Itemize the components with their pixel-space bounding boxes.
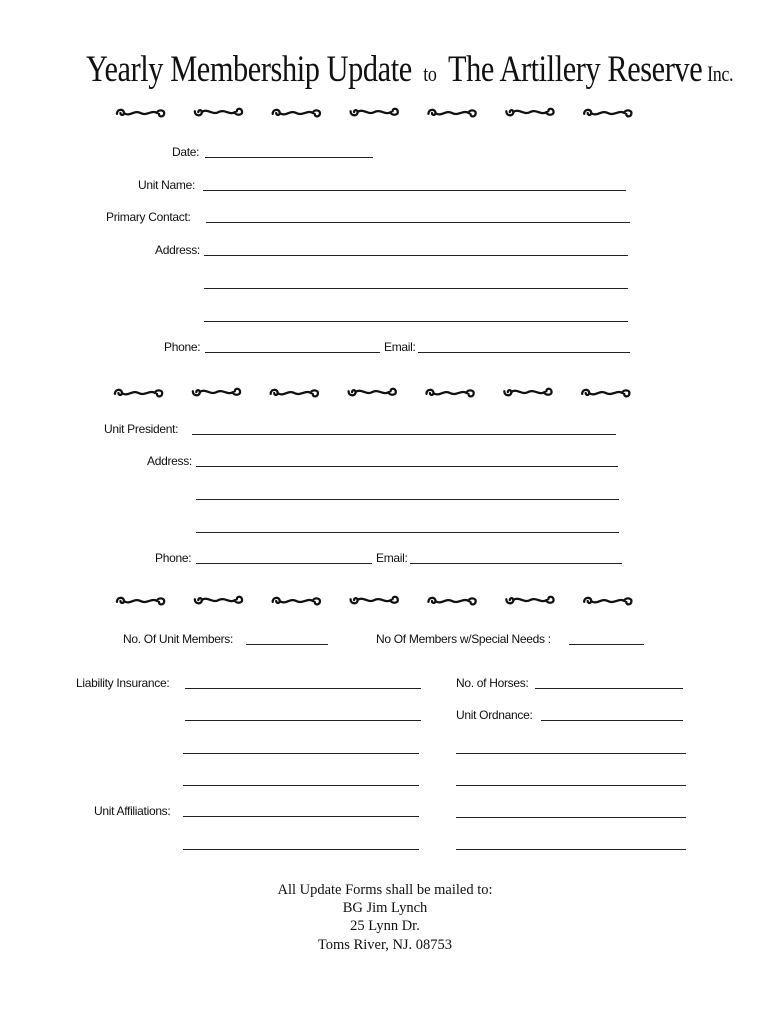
title-main: Yearly Membership Update: [86, 49, 412, 90]
ornament-divider-2: [73, 386, 688, 400]
president-address-line3[interactable]: [196, 532, 619, 533]
affiliations-field[interactable]: [183, 816, 419, 817]
affiliations-line2[interactable]: [183, 849, 419, 850]
ornament-divider-1: [75, 106, 690, 120]
president-phone-label: Phone:: [155, 551, 192, 565]
special-needs-field[interactable]: [569, 644, 644, 645]
liability-insurance-line4[interactable]: [183, 785, 419, 786]
unit-members-field[interactable]: [246, 644, 328, 645]
date-field[interactable]: [205, 157, 373, 158]
unit-president-label: Unit President:: [104, 422, 179, 436]
email-field[interactable]: [418, 352, 630, 353]
mailing-street: 25 Lynn Dr.: [350, 918, 420, 934]
ordnance-line5[interactable]: [456, 849, 686, 850]
president-phone-field[interactable]: [196, 563, 372, 564]
title-org: The Artillery Reserve: [448, 49, 703, 90]
email-label: Email:: [384, 340, 416, 354]
ordnance-line4[interactable]: [456, 817, 686, 818]
liability-insurance-line3[interactable]: [183, 753, 419, 754]
address-field-line2[interactable]: [204, 288, 628, 289]
unit-president-field[interactable]: [192, 434, 616, 435]
mailing-instructions: All Update Forms shall be mailed to:: [277, 882, 493, 898]
unit-name-label: Unit Name:: [138, 178, 196, 192]
mailing-city: Toms River, NJ. 08753: [317, 937, 453, 953]
ordnance-label: Unit Ordnance:: [456, 708, 533, 722]
liability-insurance-label: Liability Insurance:: [76, 676, 170, 690]
horses-label: No. of Horses:: [456, 676, 529, 690]
ordnance-line3[interactable]: [456, 785, 686, 786]
president-email-field[interactable]: [410, 563, 622, 564]
title-inc: Inc.: [707, 61, 734, 86]
primary-contact-field[interactable]: [206, 222, 630, 223]
ordnance-line2[interactable]: [456, 753, 686, 754]
ordnance-field[interactable]: [541, 720, 683, 721]
address-label: Address:: [155, 243, 200, 257]
mailing-name: BG Jim Lynch: [342, 900, 428, 916]
special-needs-label: No Of Members w/Special Needs :: [376, 632, 551, 646]
unit-name-field[interactable]: [203, 190, 626, 191]
president-email-label: Email:: [376, 551, 408, 565]
page-title: [86, 48, 733, 92]
date-label: Date:: [172, 145, 200, 159]
president-address-line1[interactable]: [196, 466, 618, 467]
primary-contact-label: Primary Contact:: [106, 210, 191, 224]
liability-insurance-line1[interactable]: [185, 688, 421, 689]
affiliations-label: Unit Affiliations:: [94, 804, 171, 818]
horses-field[interactable]: [535, 688, 683, 689]
title-to: to: [423, 61, 437, 86]
ornament-divider-3: [75, 594, 690, 608]
address-field-line1[interactable]: [204, 255, 628, 256]
president-address-label: Address:: [147, 454, 192, 468]
phone-label: Phone:: [164, 340, 201, 354]
liability-insurance-line2[interactable]: [185, 720, 421, 721]
president-address-line2[interactable]: [196, 499, 619, 500]
phone-field[interactable]: [205, 352, 380, 353]
address-field-line3[interactable]: [204, 321, 628, 322]
unit-members-label: No. Of Unit Members:: [123, 632, 234, 646]
